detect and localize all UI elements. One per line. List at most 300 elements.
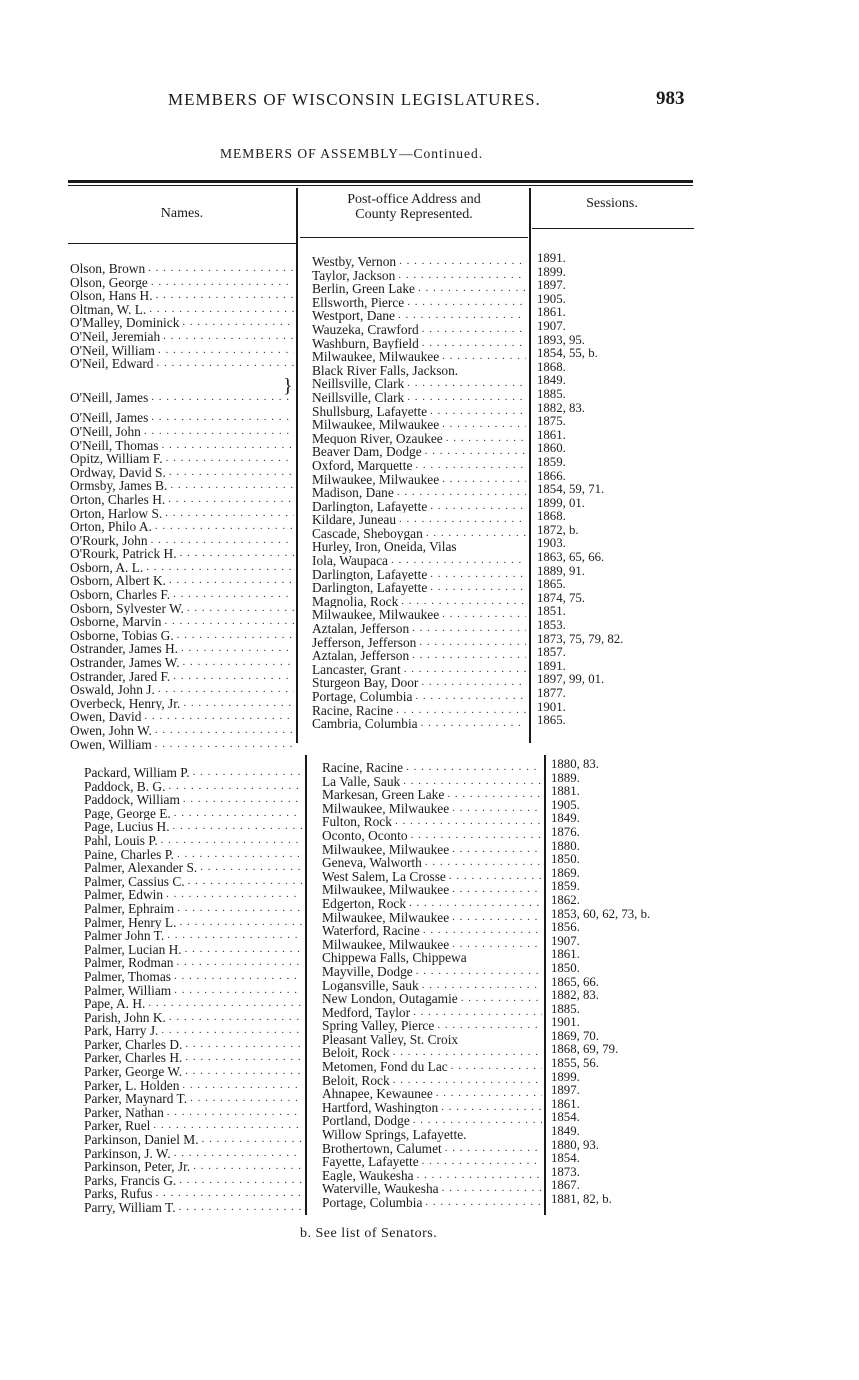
list-item: 1897.	[551, 1084, 580, 1098]
list-item	[70, 588, 294, 602]
list-item	[70, 561, 294, 575]
member-address: Milwaukee, Milwaukee	[322, 801, 450, 816]
list-item	[322, 761, 542, 775]
member-address: Iola, Waupaca	[312, 554, 389, 568]
page-title: MEMBERS OF WISCONSIN LEGISLATURES.	[168, 90, 541, 109]
list-item	[312, 717, 526, 731]
member-address: Oconto, Oconto	[322, 828, 408, 843]
page-subtitle: MEMBERS OF ASSEMBLY—Continued.	[220, 146, 484, 161]
list-item	[322, 775, 542, 789]
member-name: O'Neil, Jeremiah	[70, 329, 161, 344]
list-item	[70, 683, 294, 697]
member-name: Ormsby, James B.	[70, 479, 168, 493]
list-item	[84, 984, 302, 998]
list-item	[84, 943, 302, 957]
member-name: Palmer, Alexander S.	[84, 861, 198, 875]
member-address: Darlington, Lafayette	[312, 499, 428, 514]
member-address: Taylor, Jackson	[312, 268, 396, 283]
member-address: Cambria, Columbia	[312, 717, 418, 731]
list-item	[322, 965, 542, 979]
member-name: Ordway, David S.	[70, 465, 166, 480]
list-item	[322, 951, 542, 965]
list-item: 1891.	[537, 252, 566, 265]
member-name: Palmer, Lucian H.	[84, 942, 182, 957]
member-name: O'Neill, Thomas	[70, 438, 159, 453]
member-address: Milwaukee, Milwaukee	[322, 883, 450, 897]
member-address: Chippewa Falls, Chippewa	[322, 951, 467, 965]
member-name: Parkinson, Peter, Jr.	[84, 1160, 191, 1174]
list-item	[312, 649, 526, 663]
member-address: Aztalan, Jefferson	[312, 622, 410, 636]
list-item: 1859.	[551, 880, 580, 894]
top-rule-thick	[68, 180, 693, 183]
member-name: Paine, Charles P.	[84, 847, 175, 862]
list-item	[84, 1133, 302, 1147]
list-item: 1861.	[537, 306, 566, 320]
member-address: Black River Falls, Jackson.	[312, 363, 459, 378]
member-address: Neillsville, Clark	[312, 390, 405, 405]
member-name: O'Neill, John	[70, 424, 141, 439]
list-item	[322, 815, 542, 829]
list-item	[312, 269, 526, 283]
list-item: 1897.	[537, 279, 566, 293]
list-item	[322, 911, 542, 925]
list-item: 1899.	[551, 1070, 580, 1084]
member-address: Hartford, Washington	[322, 1100, 439, 1115]
list-item: 1876.	[551, 825, 580, 839]
member-name: Overbeck, Henry, Jr.	[70, 696, 181, 711]
list-item	[322, 856, 542, 870]
member-name: Opitz, William F.	[70, 452, 163, 466]
list-item	[322, 788, 542, 802]
list-item	[322, 1128, 542, 1142]
member-name: Palmer, William	[84, 983, 172, 998]
list-item	[312, 540, 526, 554]
list-item	[312, 432, 526, 446]
member-name: Ostrander, Jared F.	[70, 669, 171, 684]
list-item	[312, 568, 526, 582]
list-item	[312, 622, 526, 636]
member-name: Paddock, B. G.	[84, 779, 166, 794]
list-item	[70, 710, 294, 724]
list-item	[84, 1092, 302, 1106]
list-item	[312, 581, 526, 595]
list-item	[70, 303, 294, 317]
list-item	[84, 1174, 302, 1188]
member-name: O'Rourk, John	[70, 533, 148, 548]
member-address: Logansville, Sauk	[322, 978, 419, 993]
list-item	[312, 459, 526, 473]
list-item: 1882, 83.	[551, 989, 599, 1003]
member-address: Waterville, Waukesha	[322, 1182, 439, 1196]
list-item	[84, 1119, 302, 1133]
member-address: Westby, Vernon	[312, 255, 397, 269]
list-item	[312, 255, 526, 269]
list-item	[84, 807, 302, 821]
member-address: New London, Outagamie	[322, 992, 458, 1006]
list-item: 1862.	[551, 893, 580, 907]
member-name: Pahl, Louis P.	[84, 833, 158, 848]
list-item: 1897, 99, 01.	[537, 673, 605, 687]
list-item: 1865.	[537, 714, 566, 728]
member-address: Racine, Racine	[312, 703, 394, 718]
member-address: Darlington, Lafayette	[312, 567, 428, 582]
member-name: Orton, Harlow S.	[70, 506, 163, 521]
list-item	[322, 897, 542, 911]
list-item: 1869, 70.	[551, 1029, 599, 1043]
member-address: Milwaukee, Milwaukee	[312, 608, 440, 623]
list-item	[312, 486, 526, 500]
list-item: 1859.	[537, 455, 566, 469]
list-item	[322, 1087, 542, 1101]
list-item	[322, 1006, 542, 1020]
list-item	[70, 670, 294, 684]
list-item: 1863, 65, 66.	[537, 551, 605, 565]
list-item	[322, 1019, 542, 1033]
member-name: Parkinson, J. W.	[84, 1146, 171, 1161]
list-item: 1873, 75, 79, 82.	[537, 632, 624, 646]
member-address: Cascade, Sheboygan	[312, 526, 423, 541]
list-item: 1872, b.	[537, 523, 579, 537]
list-item: 1907.	[537, 319, 566, 333]
names-list-p	[84, 766, 302, 1215]
list-item: 1889, 91.	[537, 564, 585, 578]
list-item	[84, 861, 302, 875]
list-item: 1877.	[537, 687, 566, 700]
list-item	[322, 1046, 542, 1060]
list-item	[70, 493, 294, 507]
member-name: Oltman, W. L.	[70, 302, 147, 317]
list-item	[322, 1074, 542, 1088]
list-item	[312, 676, 526, 690]
list-item: 1855, 56.	[551, 1057, 599, 1071]
member-name: O'Neill, James	[70, 411, 149, 425]
list-item: 1873.	[551, 1165, 580, 1179]
list-item	[312, 282, 526, 296]
list-item	[84, 1024, 302, 1038]
list-item	[84, 929, 302, 943]
list-item	[84, 1201, 302, 1215]
list-item	[322, 1033, 542, 1047]
list-item: 1869.	[551, 866, 580, 880]
list-item	[70, 316, 294, 330]
list-item	[84, 1079, 302, 1093]
member-address: Racine, Racine	[322, 761, 404, 775]
list-item	[312, 704, 526, 718]
list-item	[312, 595, 526, 609]
member-address: Mequon River, Ozaukee	[312, 431, 443, 446]
list-item	[70, 697, 294, 711]
list-item	[322, 1060, 542, 1074]
column-divider-right	[529, 188, 531, 743]
footnote: b. See list of Senators.	[300, 1226, 438, 1241]
list-item	[322, 979, 542, 993]
list-item	[84, 1147, 302, 1161]
member-address: Portage, Columbia	[312, 690, 413, 704]
list-item: 1899, 01.	[537, 496, 585, 510]
list-item	[322, 883, 542, 897]
list-item	[70, 262, 294, 276]
list-item: 1885.	[537, 387, 566, 401]
member-name: Parker, Charles D.	[84, 1037, 183, 1052]
member-name: Olson, Brown	[70, 262, 146, 276]
member-address: Neillsville, Clark	[312, 377, 405, 391]
member-name: Parish, John K.	[84, 1010, 166, 1025]
list-item	[70, 466, 294, 480]
list-item	[70, 391, 294, 405]
member-name: Ostrander, James H.	[70, 642, 179, 657]
list-item	[312, 608, 526, 622]
member-address: Milwaukee, Milwaukee	[322, 937, 450, 952]
member-address: Fulton, Rock	[322, 815, 392, 829]
list-item	[70, 371, 294, 391]
member-name: Olson, Hans H.	[70, 289, 153, 303]
member-address: Milwaukee, Milwaukee	[312, 350, 440, 364]
list-item	[84, 848, 302, 862]
list-item	[312, 337, 526, 351]
column-divider-left	[296, 188, 298, 743]
member-name: Parks, Francis G.	[84, 1173, 177, 1188]
list-item	[84, 888, 302, 902]
list-item: 1880, 83.	[551, 758, 599, 771]
header-rule-names	[68, 243, 296, 244]
list-item: 1891.	[537, 659, 566, 673]
list-item: 1905.	[551, 798, 580, 812]
member-name: Palmer, Edwin	[84, 888, 164, 902]
list-item	[84, 820, 302, 834]
list-item	[70, 520, 294, 534]
member-address: La Valle, Sauk	[322, 774, 401, 789]
member-address: Wauzeka, Crawford	[312, 322, 419, 337]
list-item: 1854, 59, 71.	[537, 483, 605, 497]
list-item	[312, 636, 526, 650]
list-item	[312, 513, 526, 527]
address-list-p	[322, 761, 542, 1210]
list-item: 1889.	[551, 771, 580, 785]
member-name: Owen, John W.	[70, 724, 152, 738]
member-name: Pape, A. H.	[84, 997, 146, 1011]
member-name: Osborn, Charles F.	[70, 588, 171, 602]
member-name: Parker, L. Holden	[84, 1078, 180, 1093]
list-item: 1861.	[537, 428, 566, 442]
list-item	[70, 289, 294, 303]
member-name: Palmer, Cassius C.	[84, 874, 185, 889]
list-item: 1849.	[551, 1125, 580, 1139]
list-item	[84, 970, 302, 984]
member-name: Palmer, Rodman	[84, 956, 174, 970]
member-address: Fayette, Lafayette	[322, 1155, 419, 1169]
list-item	[322, 1196, 542, 1210]
list-item: 1882, 83.	[537, 401, 585, 415]
list-item: 1874, 75.	[537, 591, 585, 605]
list-item: 1866.	[537, 469, 566, 483]
list-item: 1868.	[537, 510, 566, 524]
member-name: Page, George E.	[84, 806, 171, 821]
list-item	[70, 534, 294, 548]
member-address: Milwaukee, Milwaukee	[312, 418, 440, 432]
list-item: 1903.	[537, 537, 566, 551]
member-name: Palmer, Henry L.	[84, 915, 177, 930]
list-item	[70, 602, 294, 616]
member-address: Aztalan, Jefferson	[312, 649, 410, 663]
member-name: O'Malley, Dominick	[70, 316, 180, 330]
member-address: Pleasant Valley, St. Croix	[322, 1032, 459, 1047]
member-name: Parker, George W.	[84, 1065, 183, 1079]
list-item	[70, 629, 294, 643]
member-name: Oswald, John J.	[70, 683, 155, 697]
list-item	[322, 992, 542, 1006]
list-item: 1854.	[551, 1152, 580, 1166]
member-name: Orton, Philo A.	[70, 520, 152, 534]
member-name: Parker, Maynard T.	[84, 1092, 188, 1106]
member-address: Sturgeon Bay, Door	[312, 676, 419, 690]
list-item	[312, 445, 526, 459]
list-item	[70, 642, 294, 656]
member-name: Orton, Charles H.	[70, 492, 166, 507]
list-item: 1849.	[551, 812, 580, 826]
member-address: Waterford, Racine	[322, 924, 420, 938]
list-item	[70, 357, 294, 371]
top-rule-thin	[68, 185, 693, 186]
list-item	[312, 554, 526, 568]
member-address: Medford, Taylor	[322, 1005, 411, 1020]
list-item	[322, 1142, 542, 1156]
list-item: 1868.	[537, 360, 566, 374]
list-item	[322, 1101, 542, 1115]
list-item: 1881, 82, b.	[551, 1193, 612, 1206]
page-number: 983	[656, 88, 685, 109]
list-item: 1850.	[551, 853, 580, 867]
member-name: Osborne, Tobias G.	[70, 628, 174, 643]
list-item: 1854, 55, b.	[537, 347, 598, 361]
member-name: Packard, William P.	[84, 766, 190, 780]
list-item	[312, 391, 526, 405]
list-item	[70, 425, 294, 439]
header-rule-sessions	[532, 228, 694, 229]
member-address: Berlin, Green Lake	[312, 282, 415, 296]
list-item	[84, 1106, 302, 1120]
member-address: Beaver Dam, Dodge	[312, 445, 422, 459]
list-item	[70, 479, 294, 493]
member-address: Kildare, Juneau	[312, 513, 397, 527]
list-item	[322, 1169, 542, 1183]
list-item	[70, 615, 294, 629]
member-address: Spring Valley, Pierce	[322, 1019, 435, 1033]
list-item	[322, 1114, 542, 1128]
list-item: 1851.	[537, 605, 566, 619]
list-item	[84, 916, 302, 930]
member-address: Westport, Dane	[312, 309, 395, 323]
list-item	[322, 1182, 542, 1196]
list-item	[84, 1011, 302, 1025]
list-item	[70, 738, 294, 752]
member-address: Oxford, Marquette	[312, 458, 413, 473]
list-item	[84, 1160, 302, 1174]
list-item	[322, 870, 542, 884]
member-address: Mayville, Dodge	[322, 964, 413, 979]
list-item: 1861.	[551, 1097, 580, 1111]
list-item	[322, 1155, 542, 1169]
list-item: 1875.	[537, 415, 566, 429]
member-address: West Salem, La Crosse	[322, 869, 446, 884]
list-item	[70, 439, 294, 453]
list-item: 1856.	[551, 921, 580, 935]
list-item	[70, 330, 294, 344]
member-name: Paddock, William	[84, 793, 180, 807]
member-address: Willow Springs, Lafayette.	[322, 1128, 467, 1142]
list-item	[312, 663, 526, 677]
list-item	[84, 1187, 302, 1201]
list-item	[312, 500, 526, 514]
list-item: 1861.	[551, 948, 580, 962]
list-item	[312, 690, 526, 704]
member-name: Parkinson, Daniel M.	[84, 1133, 199, 1147]
sessions-list-p	[551, 758, 691, 1207]
member-name: O'Neil, Edward	[70, 357, 154, 371]
list-item: 1854.	[551, 1111, 580, 1125]
list-item: 1901.	[537, 700, 566, 714]
member-name: Parks, Rufus	[84, 1187, 153, 1201]
list-item	[70, 404, 294, 411]
member-address: Lancaster, Grant	[312, 662, 401, 677]
member-address: Beloit, Rock	[322, 1046, 390, 1061]
list-item	[70, 574, 294, 588]
member-name: Palmer, Thomas	[84, 969, 171, 984]
member-name: Owen, David	[70, 710, 142, 724]
list-item: 1893, 95.	[537, 333, 585, 347]
member-address: Milwaukee, Milwaukee	[322, 842, 450, 857]
list-item: 1901.	[551, 1016, 580, 1030]
list-item	[84, 1038, 302, 1052]
list-item: 1860.	[537, 442, 566, 456]
list-item: 1850.	[551, 961, 580, 975]
member-address: Eagle, Waukesha	[322, 1168, 414, 1183]
list-item: 1865.	[537, 578, 566, 592]
member-name: Olson, George	[70, 275, 148, 290]
list-item	[312, 405, 526, 419]
column-header-address-line2: County Represented.	[355, 207, 473, 222]
member-address: Edgerton, Rock	[322, 896, 407, 911]
member-address: Washburn, Bayfield	[312, 336, 419, 351]
list-item	[70, 656, 294, 670]
member-name: Parry, William T.	[84, 1201, 176, 1215]
list-item	[84, 766, 302, 780]
list-item	[322, 924, 542, 938]
address-list-o	[312, 255, 526, 731]
member-name: Page, Lucius H.	[84, 820, 170, 834]
list-item	[84, 875, 302, 889]
member-name: Osborn, Albert K.	[70, 574, 166, 589]
list-item: 1899.	[537, 265, 566, 279]
list-item: 1905.	[537, 292, 566, 306]
list-item	[84, 997, 302, 1011]
list-item: 1867.	[551, 1179, 580, 1193]
names-list-o	[70, 262, 294, 751]
brace-bracket-icon: }	[283, 375, 293, 397]
list-item: 1881.	[551, 785, 580, 799]
list-item	[70, 724, 294, 738]
list-item: 1853.	[537, 619, 566, 633]
member-name: Parker, Nathan	[84, 1105, 164, 1120]
list-item: 1880.	[551, 839, 580, 853]
column-header-sessions: Sessions.	[586, 196, 638, 211]
list-item: 1885.	[551, 1002, 580, 1016]
list-item	[84, 834, 302, 848]
member-name: Owen, William	[70, 737, 152, 752]
list-item	[84, 780, 302, 794]
list-item	[312, 350, 526, 364]
list-item	[70, 507, 294, 521]
